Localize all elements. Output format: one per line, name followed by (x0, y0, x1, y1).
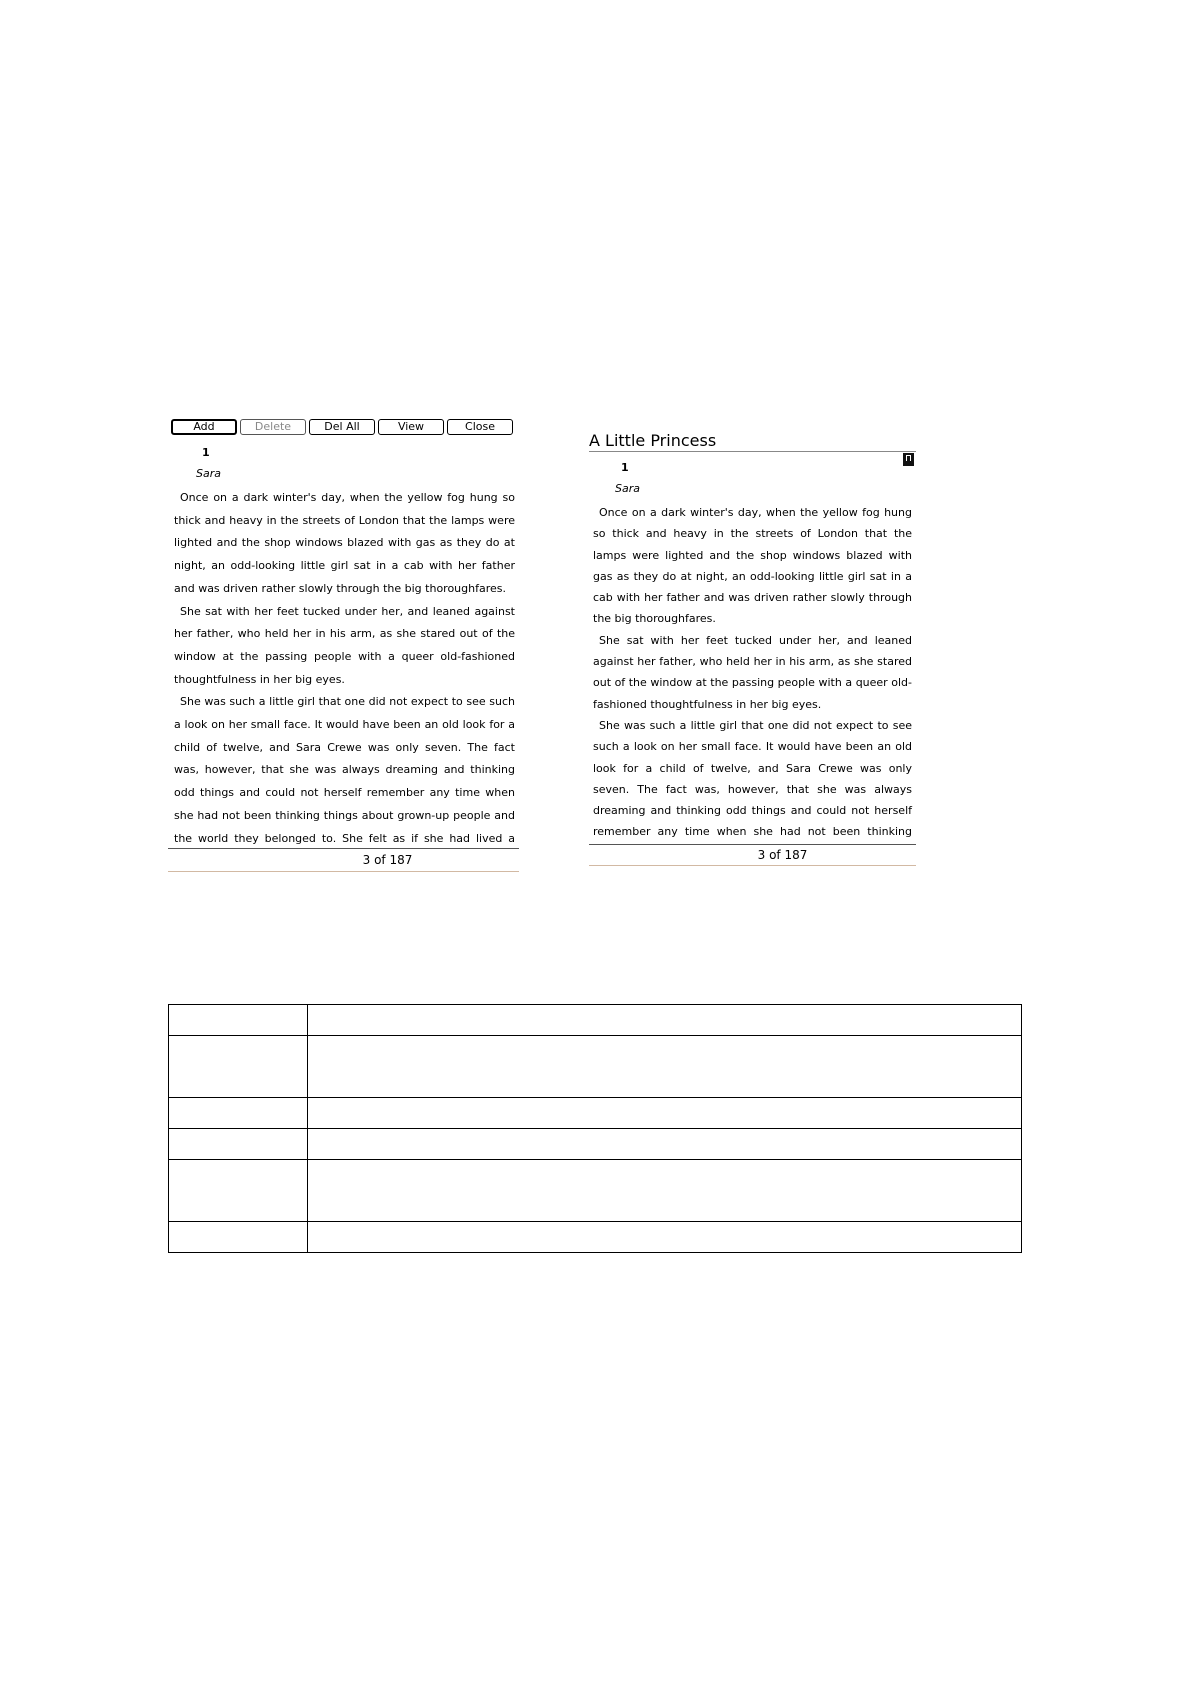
table-row (169, 1036, 1022, 1098)
table-cell-description (308, 1222, 1022, 1253)
table-cell-description (308, 1098, 1022, 1129)
book-text-area[interactable] (168, 437, 519, 848)
page-indicator: 3 of 187 (757, 848, 808, 862)
reader-screen (589, 431, 916, 869)
table-cell-key (169, 1098, 308, 1129)
chapter-number: 1 (202, 446, 210, 459)
paragraph: She sat with her feet tucked under her, and leaned against her father, who held her in his arm, as she stared out of the window at the passing people with a queer old-fashioned thoughtfulness in her big eyes. (593, 633, 912, 711)
table-row (169, 1222, 1022, 1253)
delete-bookmark-button[interactable]: Delete (240, 419, 306, 435)
add-bookmark-button[interactable]: Add (171, 419, 237, 435)
table-cell-description (308, 1036, 1022, 1098)
table-cell-key (169, 1129, 308, 1160)
paragraph: She was such a little girl that one did not expect to see such a look on her small face. It would have been an old look for a child of twelve, and Sara Crewe was only seven. The fact was, however, that she was always dreaming and thinking odd things and could not herself remember any time when she had not been thinking things about grown-up people and the world they belonged to. She felt as if she had lived a (174, 695, 515, 845)
table-row (169, 1005, 1022, 1036)
paragraph: She sat with her feet tucked under her, and leaned against her father, who held her in his arm, as she stared out of the window at the passing people with a queer old-fashioned thoughtfulness in her big eyes. (174, 604, 515, 686)
key-description-table (168, 1004, 1022, 1253)
view-bookmark-button[interactable]: View (378, 419, 444, 435)
bookmark-toolbar (171, 419, 519, 437)
footer-accent-line (168, 871, 519, 872)
page-indicator: 3 of 187 (362, 853, 413, 867)
chapter-title: Sara (615, 482, 640, 495)
table-cell-key (169, 1222, 308, 1253)
book-text-area[interactable] (589, 452, 916, 844)
chapter-number: 1 (621, 461, 629, 474)
paragraph: Once on a dark winter's day, when the yellow fog hung so thick and heavy in the streets of London that the lamps were lighted and the shop windows blazed with gas as they do at night, an odd-looking little girl sat in a cab with her father and was driven rather slowly through the big thoroughfares. (174, 491, 515, 595)
bookmark-editor-screen (168, 419, 519, 884)
book-title: A Little Princess (589, 431, 717, 450)
table-row (169, 1129, 1022, 1160)
footer-accent-line (589, 865, 916, 866)
table-row (169, 1098, 1022, 1129)
paragraph: Once on a dark winter's day, when the yellow fog hung so thick and heavy in the streets of London that the lamps were lighted and the shop windows blazed with gas as they do at night, an odd-looking little girl sat in a cab with her father and was driven rather slowly through the big thoroughfares. (593, 506, 912, 626)
title-divider (589, 451, 916, 452)
table-cell-key (169, 1005, 308, 1036)
table-row (169, 1160, 1022, 1222)
table-cell-description (308, 1005, 1022, 1036)
chapter-title: Sara (196, 467, 221, 480)
table-cell-key (169, 1036, 308, 1098)
table-cell-description (308, 1129, 1022, 1160)
close-button[interactable]: Close (447, 419, 513, 435)
table-cell-description (308, 1160, 1022, 1222)
delete-all-bookmarks-button[interactable]: Del All (309, 419, 375, 435)
bookmark-icon (903, 453, 914, 466)
table-cell-key (169, 1160, 308, 1222)
paragraph: She was such a little girl that one did not expect to see such a look on her small face. It would have been an old look for a child of twelve, and Sara Crewe was only seven. The fact was, however, that she was always dreaming and thinking odd things and could not herself remember any time when she had not been thinking (593, 718, 912, 839)
